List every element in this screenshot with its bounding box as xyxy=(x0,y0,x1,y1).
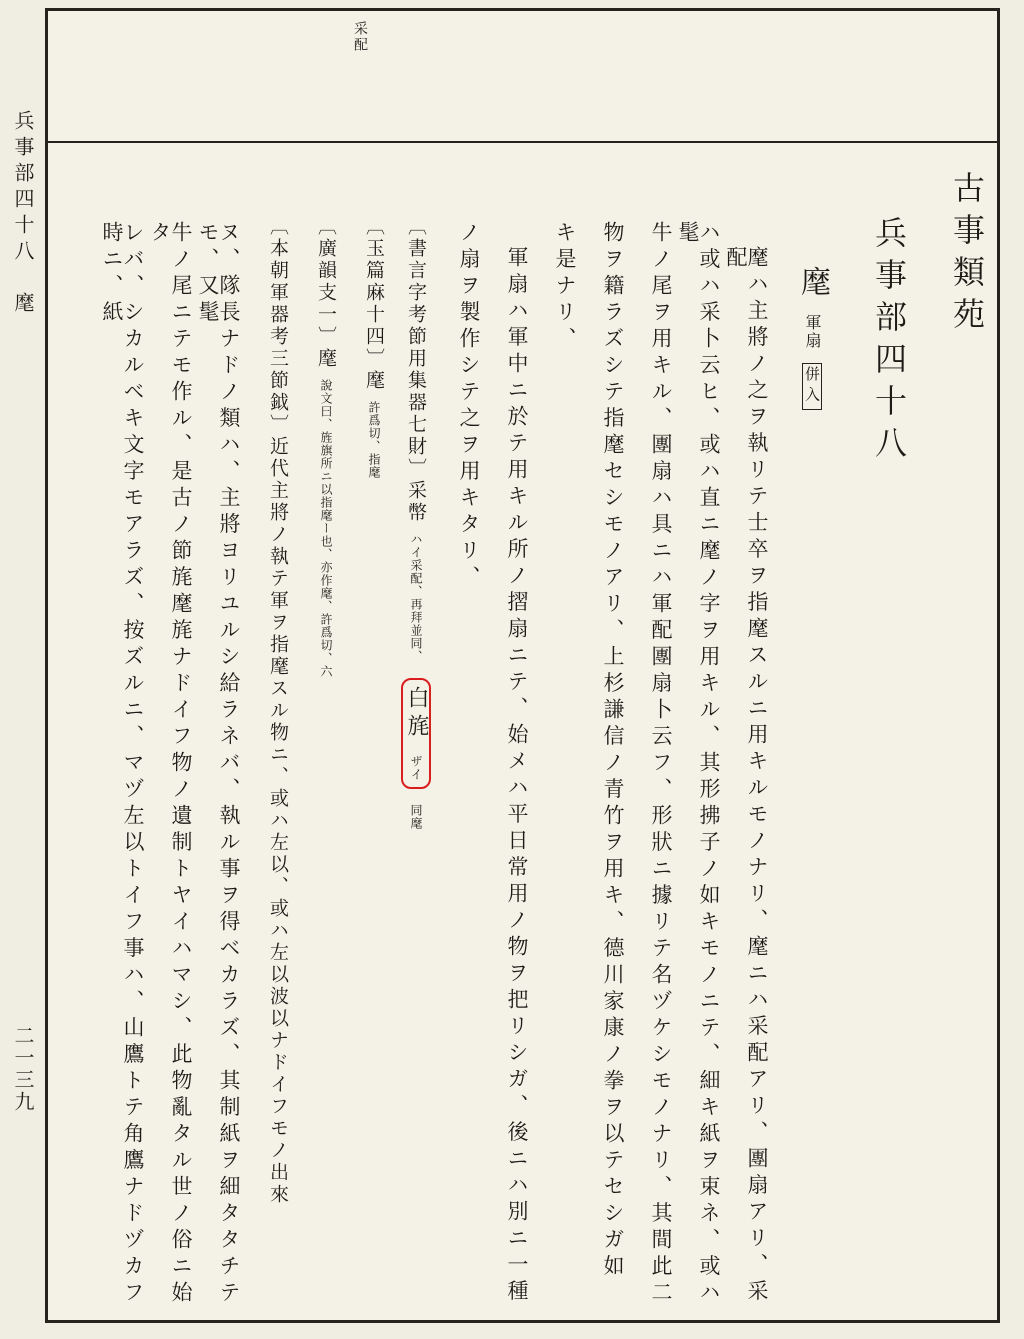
citation-note: 說文曰、旌旗所ニ以指麾ー也、亦作麾、許爲切、六 xyxy=(319,379,333,679)
work-title: 古事類苑 xyxy=(948,171,986,339)
text-column: レバ、シカルベキ文字モアラズ、按ズルニ、マヅ左以トイフ事ハ、山鷹トテ角鷹ナドヅカフ時ニ、紙 xyxy=(100,221,145,1308)
head-divider xyxy=(48,141,997,143)
text-column: ハ或ハ采卜云ヒ、或ハ直ニ麾ノ字ヲ用キル、其形拂子ノ如キモノニテ、細キ紙ヲ束ネ、或ハ髦 xyxy=(676,221,721,1308)
text-column: 〔本朝軍器考三節鉞〕近代主將ノ執テ軍ヲ指麾スル物ニ、或ハ左以、或ハ左以波以ナドイフモノ出來 xyxy=(267,216,289,1206)
text-column: 牛ノ尾ニテモ作ル、是古ノ節旄麾旄ナドイフ物ノ遺制トヤイハマシ、此物亂タル世ノ俗ニ始タ xyxy=(148,221,193,1308)
citation-column xyxy=(355,151,383,1311)
citation-text: 〔玉篇麻十四〕麾 xyxy=(363,216,385,392)
page-frame xyxy=(45,8,1000,1323)
running-head: 兵事部四十八 麾 xyxy=(11,110,35,318)
entry-head-glyph: 麾 xyxy=(795,266,830,302)
citation-column xyxy=(403,151,431,1311)
citation-text: 〔廣韻支一〕麾 xyxy=(315,216,337,370)
page-number: 二一三九 xyxy=(11,1025,35,1113)
citation-note: 同麾 xyxy=(409,804,423,831)
citation-note: ハイ采配、再拜並同、 xyxy=(409,533,423,664)
highlighted-term xyxy=(401,678,431,789)
text-column: ヌ、隊長ナドノ類ハ、主將ヨリユルシ給ラネバ、執ル事ヲ得ベカラズ、其制紙ヲ細タタチテモ、又髦 xyxy=(196,221,241,1308)
citation-column xyxy=(307,151,335,1311)
highlighted-term-reading: ザイ xyxy=(409,755,423,782)
text-column: 麾ハ主將ノ之ヲ執リテ士卒ヲ指麾スルニ用キルモノナリ、麾ニハ采配アリ、團扇アリ、采配 xyxy=(724,246,769,1306)
citation-text: 〔書言字考節用集器七財〕采幣 xyxy=(405,216,427,524)
entry-heading xyxy=(787,151,830,1311)
text-column: ノ扇ヲ製作シテ之ヲ用キタリ、 xyxy=(457,221,481,592)
text-column: キ是ナリ、 xyxy=(553,221,577,354)
headnote: 采配 xyxy=(352,21,368,53)
entry-sub: 軍扇 xyxy=(803,314,822,350)
highlighted-term-text: 白旄 xyxy=(404,686,429,743)
section-title: 兵事部四十八 xyxy=(870,216,908,468)
text-column: 物ヲ籍ラズシテ指麾セシモノアリ、上杉謙信ノ青竹ヲ用キ、德川家康ノ拳ヲ以テセシガ如 xyxy=(601,221,625,1281)
text-column: 牛ノ尾ヲ用キル、團扇ハ具ニハ軍配團扇卜云フ、形狀ニ據リテ名ヅケシモノナリ、其間此二 xyxy=(649,221,673,1308)
text-column: 軍扇ハ軍中ニ於テ用キル所ノ摺扇ニテ、始メハ平日常用ノ物ヲ把リシガ、後ニハ別ニ一種 xyxy=(505,246,529,1306)
entry-box: 併入 xyxy=(802,363,822,410)
body-text xyxy=(83,151,986,1311)
citation-note: 許爲切、指麾 xyxy=(367,401,381,480)
